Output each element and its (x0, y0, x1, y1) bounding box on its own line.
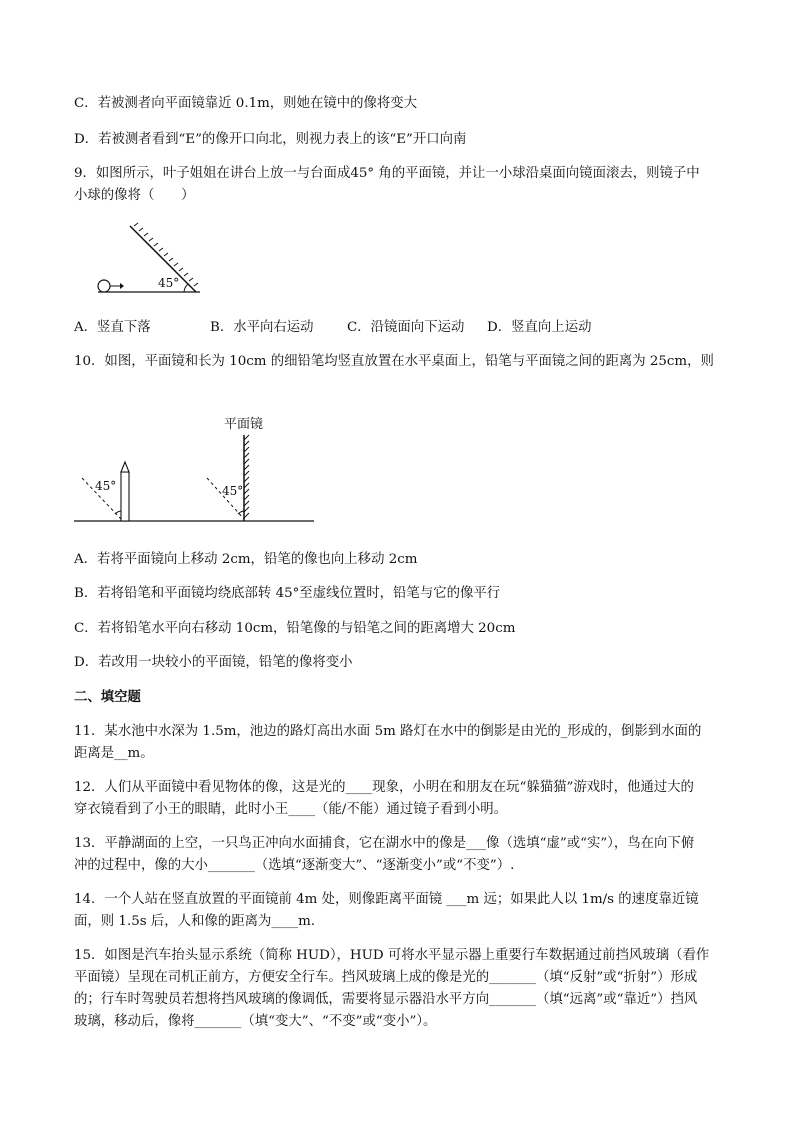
figure-q10 (74, 410, 324, 530)
question-12-line2: 穿衣镜看到了小王的眼睛，此时小王____（能/不能）通过镜子看到小明。 (74, 802, 508, 817)
q10-option-b: B．若将铅笔和平面镜均绕底部转 45°至虚线位置时，铅笔与它的像平行 (74, 586, 501, 601)
q9-option-a: A．竖直下落 (74, 320, 151, 335)
figure-q10-angle-left: 45° (95, 479, 117, 493)
figure-q9 (92, 222, 212, 297)
question-13-line1: 13．平静湖面的上空，一只鸟正冲向水面捕食，它在湖水中的像是___像（选填“虚”或“实”），鸟在向下俯 (74, 836, 695, 851)
question-14-line2: 面，则 1.5s 后，人和像的距离为____m． (74, 914, 325, 929)
q9-option-d: D．竖直向上运动 (487, 320, 592, 335)
question-12-line1: 12．人们从平面镜中看见物体的像，这是光的____现象，小明在和朋友在玩“躲猫猫”游戏时，他通过大的 (74, 780, 694, 795)
question-15-line1: 15．如图是汽车抬头显示系统（简称 HUD），HUD 可将水平显示器上重要行车数据通过前挡风玻璃（看作 (74, 948, 710, 963)
q10-option-d: D．若改用一块较小的平面镜，铅笔的像将变小 (74, 655, 353, 670)
question-15-line3: 的；行车时驾驶员若想将挡风玻璃的像调低，需要将显示器沿水平方向_______（填“远离”或“靠近”）挡风 (74, 992, 698, 1007)
option-8d: D．若被测者看到“E”的像开口向北，则视力表上的该“E”开口向南 (74, 132, 467, 147)
option-8c: C．若被测者向平面镜靠近 0.1m，则她在镜中的像将变大 (74, 96, 418, 111)
figure-q9-angle-label: 45° (158, 276, 180, 290)
figure-q10-mirror-label: 平面镜 (224, 417, 264, 432)
q10-option-a: A．若将平面镜向上移动 2cm，铅笔的像也向上移动 2cm (74, 552, 418, 567)
section-heading-fill-blank: 二、填空题 (74, 690, 141, 705)
q10-option-c: C．若将铅笔水平向右移动 10cm，铅笔像的与铅笔之间的距离增大 20cm (74, 621, 516, 636)
question-10: 10．如图，平面镜和长为 10cm 的细铅笔均竖直放置在水平桌面上，铅笔与平面镜之间的距离为 25cm，则 (74, 354, 714, 369)
question-14-line1: 14．一个人站在竖直放置的平面镜前 4m 处，则像距离平面镜 ___m 远；如果此人以 1m/s 的速度靠近镜 (74, 892, 699, 907)
q9-option-b: B．水平向右运动 (210, 320, 314, 335)
figure-q10-angle-right: 45° (222, 484, 244, 498)
question-15-line4: 玻璃，移动后，像将_______（填“变大”、“不变”或“变小”）。 (74, 1014, 437, 1029)
question-11-line1: 11．某水池中水深为 1.5m，池边的路灯高出水面 5m 路灯在水中的倒影是由光的_形成的，倒影到水面的 (74, 724, 702, 739)
question-15-line2: 平面镜）呈现在司机正前方，方便安全行车。挡风玻璃上成的像是光的_______（填“反射”或“折射”）形成 (74, 970, 698, 985)
question-9-line2: 小球的像将（ ） (74, 188, 195, 203)
q9-option-c: C．沿镜面向下运动 (347, 320, 465, 335)
question-11-line2: 距离是__m。 (74, 746, 154, 761)
question-9-line1: 9．如图所示，叶子姐姐在讲台上放一与台面成45° 角的平面镜，并让一小球沿桌面向镜面滚去，则镜子中 (74, 166, 700, 181)
question-13-line2: 冲的过程中，像的大小_______（选填“逐渐变大”、“逐渐变小”或“不变”）. (74, 858, 515, 873)
